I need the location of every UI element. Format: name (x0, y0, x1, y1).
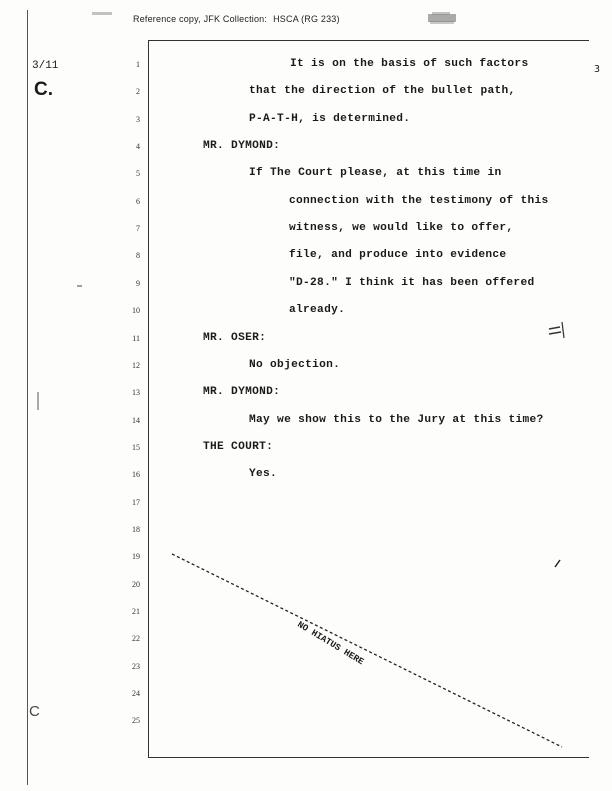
line-number: 8 (136, 251, 140, 261)
transcript-line: No objection. (249, 358, 341, 371)
right-margin-mark: 3 (594, 64, 601, 75)
line-number: 16 (132, 470, 140, 480)
transcript-line: Yes. (249, 468, 278, 481)
transcript-line: If The Court please, at this time in (249, 167, 502, 180)
line-number: 19 (132, 552, 140, 562)
line-number: 17 (132, 497, 140, 507)
line-number: 6 (136, 196, 140, 206)
transcript-line: that the direction of the bullet path, (249, 85, 516, 98)
line-number: 21 (132, 607, 140, 616)
transcript-line: MR. DYMOND: (203, 140, 281, 153)
line-number: 3 (136, 114, 140, 124)
line-number: 14 (132, 415, 140, 425)
transcript-line: already. (289, 304, 346, 317)
line-number: 18 (132, 524, 140, 534)
transcript-line: P-A-T-H, is determined. (249, 112, 411, 125)
line-number: 7 (136, 224, 140, 234)
transcript-line: witness, we would like to offer, (289, 222, 514, 235)
transcript-line: connection with the testimony of this (289, 194, 549, 207)
line-number: 11 (132, 333, 140, 343)
transcript-line: "D-28." I think it has been offered (289, 276, 535, 289)
transcript-line: THE COURT: (203, 440, 274, 453)
line-number: 13 (132, 388, 140, 398)
no-hiatus-annotation: NO HIATUS HERE (295, 619, 366, 668)
transcript-line: file, and produce into evidence (289, 249, 507, 262)
transcript-line: MR. OSER: (203, 331, 267, 344)
margin-bottom-mark: C (29, 703, 40, 720)
line-number: 25 (132, 716, 140, 726)
margin-c-mark: C. (34, 79, 53, 100)
line-number: 22 (132, 634, 140, 644)
line-number: 4 (136, 142, 140, 152)
line-number: 12 (132, 360, 140, 370)
page-reference: 3/11 (32, 60, 59, 72)
line-number: 15 (132, 442, 140, 452)
transcript-line: It is on the basis of such factors (290, 58, 529, 70)
line-number: 20 (132, 579, 140, 589)
line-number: 1 (136, 60, 140, 69)
line-number: 23 (132, 661, 140, 671)
transcript-line: MR. DYMOND: (203, 386, 281, 399)
line-number: 10 (132, 306, 140, 316)
transcript-line: May we show this to the Jury at this time? (249, 413, 544, 426)
reference-label: Reference copy, JFK Collection: (133, 14, 268, 24)
line-number: 2 (136, 87, 140, 97)
line-number: 24 (132, 689, 140, 699)
line-number: 9 (136, 278, 140, 288)
collection-label: HSCA (RG 233) (273, 14, 340, 24)
line-number: 5 (136, 169, 140, 179)
